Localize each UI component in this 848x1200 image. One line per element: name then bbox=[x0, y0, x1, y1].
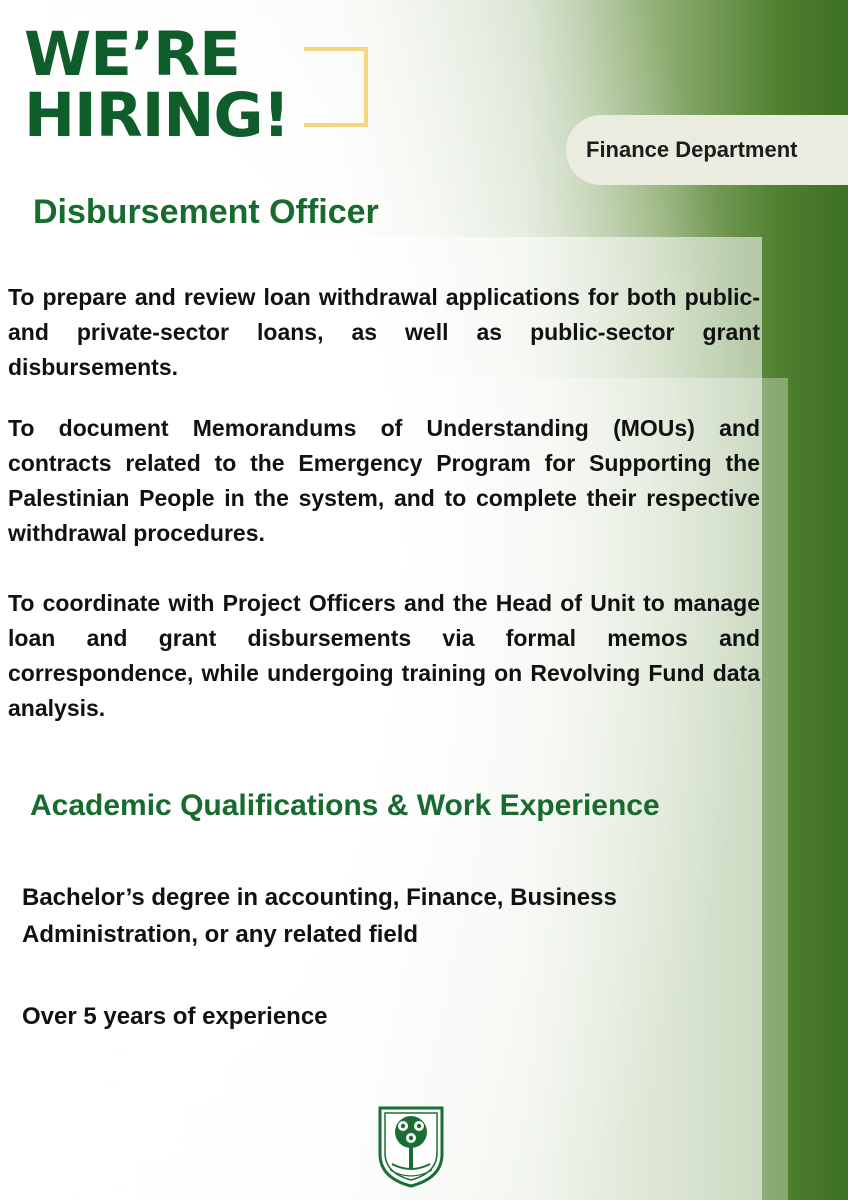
department-badge: Finance Department bbox=[566, 115, 848, 185]
headline-accent-bracket bbox=[304, 47, 368, 127]
qualification-experience: Over 5 years of experience bbox=[22, 1003, 328, 1030]
hiring-line-1: WE’RE bbox=[24, 19, 240, 90]
hiring-headline bbox=[24, 19, 290, 151]
responsibility-2: To document Memorandums of Understanding (MOUs) and contracts related to the Emergency Program for Supporting the Palestinian People in the system, and to complete their respective withdrawal procedures. bbox=[8, 415, 760, 546]
hiring-line-2: HIRING! bbox=[24, 80, 290, 151]
palm-tree-emblem-icon bbox=[374, 1104, 448, 1188]
qualification-degree: Bachelor’s degree in accounting, Finance, Business Administration, or any related field bbox=[22, 884, 617, 948]
qualifications-title: Academic Qualifications & Work Experience bbox=[30, 789, 660, 822]
responsibility-3: To coordinate with Project Officers and the Head of Unit to manage loan and grant disbursements via formal memos and correspondence, while undergoing training on Revolving Fund data analysis. bbox=[8, 590, 760, 721]
responsibility-1: To prepare and review loan withdrawal applications for both public- and private-sector loans, as well as public-sector grant disbursements. bbox=[8, 284, 760, 380]
job-title: Disbursement Officer bbox=[33, 193, 379, 231]
